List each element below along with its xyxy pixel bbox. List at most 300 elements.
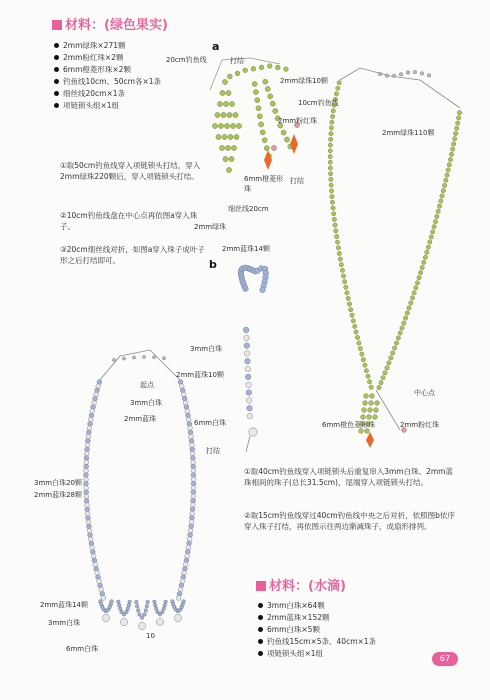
diagram-b-letter: b — [209, 258, 217, 271]
green-bead — [403, 316, 407, 320]
fishing-line — [210, 58, 280, 90]
green-bead — [447, 163, 451, 167]
green-bead — [229, 156, 234, 161]
green-bead — [396, 336, 400, 340]
blue-bead — [85, 443, 90, 448]
blue-bead — [86, 516, 91, 521]
green-bead — [364, 369, 368, 373]
blue-bead — [190, 515, 195, 520]
blue-bead — [189, 520, 194, 525]
blue-bead — [92, 558, 97, 563]
blue-bead — [84, 494, 89, 499]
green-bead — [394, 341, 398, 345]
pink-bead — [271, 145, 276, 150]
material-item: 项链锁头组×1组 — [54, 100, 161, 112]
label: 20cm钓鱼线 — [166, 56, 207, 64]
green-bead — [358, 346, 362, 350]
blue-bead — [117, 600, 121, 604]
green-bead — [243, 68, 248, 73]
section-title-drop: 材料：(水滴) — [256, 575, 346, 594]
green-bead — [223, 101, 228, 106]
chain-link — [122, 357, 125, 360]
blue-bead — [85, 447, 90, 452]
blue-bead — [84, 477, 89, 482]
blue-bead — [101, 596, 106, 601]
green-bead — [259, 65, 264, 70]
green-bead — [454, 131, 458, 135]
green-bead — [392, 346, 396, 350]
green-bead — [284, 67, 289, 72]
blue-bead — [153, 600, 157, 604]
label: 2mm蓝珠 — [124, 415, 157, 423]
blue-bead — [128, 600, 132, 604]
green-bead — [334, 234, 338, 238]
material-item: 2mm绿珠×271颗 — [54, 40, 161, 52]
blue-bead — [84, 451, 89, 456]
green-bead — [330, 200, 334, 204]
green-bead — [263, 79, 268, 84]
blue-bead — [162, 607, 166, 611]
blue-bead — [84, 490, 89, 495]
chain-link — [420, 72, 424, 76]
blue-bead — [184, 405, 189, 410]
blue-bead — [185, 554, 190, 559]
label: 10cm钓鱼线 — [298, 99, 339, 107]
green-bead — [218, 123, 223, 128]
blue-bead — [244, 343, 250, 349]
blue-bead — [88, 417, 93, 422]
green-bead — [329, 126, 333, 130]
green-bead — [222, 134, 227, 139]
green-bead — [341, 274, 345, 278]
blue-bead — [88, 422, 93, 427]
green-bead — [225, 145, 230, 150]
green-bead — [260, 130, 265, 135]
label: 10 — [146, 632, 155, 640]
blue-bead — [183, 400, 188, 405]
blue-bead — [85, 511, 90, 516]
blue-bead — [189, 443, 194, 448]
green-bead — [361, 357, 365, 361]
blue-bead — [185, 409, 190, 414]
blue-bead — [187, 541, 192, 546]
green-bead — [422, 260, 426, 264]
blue-bead — [91, 405, 96, 410]
blue-bead — [95, 571, 100, 576]
title-square-icon — [256, 581, 266, 591]
green-bead — [367, 415, 372, 420]
green-bead — [257, 114, 262, 119]
blue-bead — [188, 426, 193, 431]
green-bead — [330, 114, 334, 118]
blue-bead — [143, 613, 147, 617]
blue-bead — [84, 460, 89, 465]
green-bead — [328, 137, 332, 141]
green-bead — [227, 74, 232, 79]
green-bead — [355, 335, 359, 339]
material-item: 钓鱼线10cm、50cm各×1条 — [54, 76, 161, 88]
green-bead — [457, 110, 461, 114]
label: 2mm蓝珠28颗 — [34, 491, 82, 499]
green-bead — [329, 189, 333, 193]
green-bead — [453, 137, 457, 141]
chain-link — [392, 74, 396, 78]
green-bead — [328, 172, 332, 176]
blue-bead — [247, 413, 253, 419]
green-bead — [258, 122, 263, 127]
blue-bead — [135, 600, 139, 604]
step-2-drop: ②取15cm钓鱼线穿过40cm钓鱼线中央之后对折，依照图b依序穿入珠子打结，再依图示往两边渐减珠子，成扇形排列。 — [244, 511, 455, 531]
green-bead — [339, 263, 343, 267]
blue-bead — [188, 430, 193, 435]
label: 6mm橙色菱形珠 — [322, 421, 376, 429]
green-bead — [328, 160, 332, 164]
blue-bead — [244, 335, 250, 341]
green-bead — [361, 415, 366, 420]
label: 3mm白珠20颗 — [34, 479, 82, 487]
green-bead — [444, 178, 448, 182]
green-bead — [445, 173, 449, 177]
blue-bead — [161, 610, 165, 614]
label: 6mm橙菱形珠 — [244, 175, 284, 193]
green-bead — [224, 123, 229, 128]
green-bead — [430, 230, 434, 234]
blue-bead — [153, 603, 157, 607]
page-number: 67 — [432, 652, 458, 666]
green-bead — [389, 356, 393, 360]
chain-link — [162, 357, 165, 360]
green-bead — [456, 116, 460, 120]
green-bead — [440, 194, 444, 198]
green-bead — [373, 415, 378, 420]
blue-bead — [245, 358, 251, 364]
green-bead — [374, 408, 379, 413]
green-bead — [344, 285, 348, 289]
blue-bead — [84, 481, 89, 486]
green-bead — [253, 89, 258, 94]
blue-bead — [247, 405, 253, 411]
green-bead — [354, 330, 358, 334]
chain-link — [385, 74, 389, 78]
label: 2mm绿珠10颗 — [280, 77, 328, 85]
blue-bead — [94, 566, 99, 571]
green-bead — [330, 120, 334, 124]
white-bead-6mm — [156, 618, 163, 625]
green-bead — [449, 152, 453, 156]
green-bead — [275, 65, 280, 70]
material-item: 2mm蓝珠×152颗 — [258, 612, 376, 624]
chain-link — [152, 356, 155, 359]
material-item: 6mm白珠×5颗 — [258, 624, 376, 636]
green-bead — [329, 177, 333, 181]
green-bead — [414, 286, 418, 290]
chain-link — [406, 71, 410, 75]
blue-bead — [93, 396, 98, 401]
green-bead — [353, 324, 357, 328]
green-bead — [391, 351, 395, 355]
chain-link — [399, 72, 403, 76]
step-3-green: ③20cm细丝线对折，如图a穿入珠子成叶子形之后打结即可。 — [60, 245, 205, 265]
blue-bead — [183, 562, 188, 567]
green-bead — [426, 245, 430, 249]
blue-bead — [191, 460, 196, 465]
green-bead — [418, 270, 422, 274]
blue-bead — [86, 434, 91, 439]
blue-bead — [86, 430, 91, 435]
green-bead — [417, 276, 421, 280]
white-bead-6mm — [102, 614, 109, 621]
green-bead — [228, 134, 233, 139]
green-bead — [351, 319, 355, 323]
green-bead — [216, 134, 221, 139]
green-bead — [328, 154, 332, 158]
blue-bead — [163, 603, 167, 607]
label: 3mm白珠 — [48, 619, 81, 627]
green-bead — [432, 225, 436, 229]
green-bead — [448, 157, 452, 161]
green-bead — [251, 66, 256, 71]
green-bead — [215, 112, 220, 117]
white-bead-6mm — [174, 614, 181, 621]
blue-bead — [190, 511, 195, 516]
label: 2mm粉红珠 — [400, 421, 440, 429]
green-bead — [227, 112, 232, 117]
green-bead — [265, 86, 270, 91]
green-bead — [366, 374, 370, 378]
green-bead — [410, 296, 414, 300]
blue-bead — [243, 327, 249, 333]
green-bead — [331, 212, 335, 216]
green-bead — [329, 131, 333, 135]
material-item: 项链锁头组×1组 — [258, 648, 376, 660]
green-bead — [256, 106, 261, 111]
green-bead — [363, 363, 367, 367]
blue-bead — [110, 600, 114, 604]
white-bead-6mm — [249, 428, 257, 436]
blue-bead — [88, 537, 93, 542]
green-bead — [441, 188, 445, 192]
blue-bead — [190, 456, 195, 461]
blue-bead — [189, 439, 194, 444]
green-bead — [451, 142, 455, 146]
material-item: 钓鱼线15cm×5条、40cm×1条 — [258, 636, 376, 648]
blue-bead — [140, 616, 144, 620]
blue-bead — [87, 528, 92, 533]
green-bead — [281, 130, 286, 135]
blue-bead — [179, 583, 184, 588]
label: 2mm蓝珠14颗 — [40, 601, 88, 609]
green-bead — [335, 240, 339, 244]
green-bead — [412, 291, 416, 295]
blue-bead — [93, 562, 98, 567]
blue-bead — [92, 400, 97, 405]
green-bead — [347, 302, 351, 306]
white-bead-6mm — [120, 618, 127, 625]
necklace-chain — [100, 350, 180, 380]
green-bead — [370, 394, 375, 399]
blue-bead — [89, 413, 94, 418]
label: 中心点 — [414, 389, 435, 397]
green-bead — [222, 79, 227, 84]
chain-link — [413, 70, 417, 74]
blue-bead — [84, 468, 89, 473]
green-bead — [217, 101, 222, 106]
blue-bead — [136, 609, 140, 613]
green-bead — [433, 219, 437, 223]
chain-link — [132, 356, 135, 359]
label: 2mm蓝珠10颗 — [176, 371, 224, 379]
green-bead — [328, 143, 332, 147]
green-bead — [252, 81, 257, 86]
material-item: 2mm粉红珠×2颗 — [54, 52, 161, 64]
blue-bead — [183, 566, 188, 571]
green-bead — [346, 296, 350, 300]
green-bead — [338, 257, 342, 261]
orange-diamond-bead — [290, 134, 298, 154]
green-bead — [336, 86, 340, 90]
step-1-green: ①取50cm钓鱼线穿入项链锁头打结，穿入2mm绿珠220颗后，穿入项链锁头打结。 — [60, 161, 201, 181]
green-bead — [407, 306, 411, 310]
green-bead — [229, 101, 234, 106]
chain-link — [112, 358, 115, 361]
blue-bead — [145, 604, 149, 608]
green-bead — [329, 183, 333, 187]
blue-bead — [191, 464, 196, 469]
label: 2mm粉红珠 — [278, 117, 318, 125]
blue-bead — [84, 473, 89, 478]
blue-bead — [190, 507, 195, 512]
blue-bead — [182, 570, 187, 575]
blue-bead — [180, 579, 185, 584]
green-bead — [402, 321, 406, 325]
green-bead — [333, 223, 337, 227]
blue-bead — [246, 398, 252, 404]
orange-diamond-bead — [264, 150, 272, 170]
blue-bead — [189, 524, 194, 529]
blue-bead — [191, 494, 196, 499]
blue-bead — [190, 451, 195, 456]
green-bead — [400, 326, 404, 330]
blue-bead — [85, 439, 90, 444]
blue-bead — [188, 528, 193, 533]
green-bead — [435, 214, 439, 218]
green-bead — [219, 145, 224, 150]
blue-bead — [186, 545, 191, 550]
green-bead — [420, 265, 424, 269]
label: 打结 — [206, 447, 220, 455]
blue-bead — [138, 613, 142, 617]
blue-bead — [154, 607, 158, 611]
green-bead — [328, 166, 332, 170]
blue-bead — [246, 382, 252, 388]
white-bead-6mm — [138, 622, 145, 629]
blue-bead — [191, 498, 196, 503]
blue-bead — [244, 351, 250, 357]
green-bead — [223, 156, 228, 161]
green-bead — [425, 250, 429, 254]
blue-bead — [84, 498, 89, 503]
green-bead — [405, 311, 409, 315]
green-bead — [221, 112, 226, 117]
green-bead — [349, 307, 353, 311]
blue-bead — [245, 366, 251, 372]
green-bead — [226, 90, 231, 95]
blue-bead — [191, 490, 196, 495]
blue-bead — [85, 507, 90, 512]
green-bead — [331, 206, 335, 210]
green-bead — [409, 301, 413, 305]
green-bead — [362, 408, 367, 413]
blue-bead — [187, 537, 192, 542]
blue-bead — [190, 447, 195, 452]
materials-list-green — [54, 40, 161, 112]
green-bead — [334, 92, 338, 96]
blue-bead — [90, 550, 95, 555]
step-2-green: ②10cm钓鱼线盘在中心点再依图a穿入珠子。 — [60, 211, 198, 231]
green-bead — [439, 199, 443, 203]
green-bead — [284, 137, 289, 142]
blue-bead — [189, 434, 194, 439]
green-bead — [398, 331, 402, 335]
diagram-a-letter: a — [212, 40, 220, 53]
green-bead — [331, 109, 335, 113]
blue-bead — [91, 554, 96, 559]
green-bead — [337, 81, 341, 85]
green-bead — [334, 229, 338, 233]
chain-link — [427, 74, 431, 78]
fishing-line — [246, 436, 250, 452]
step-1-drop: ①取40cm钓鱼线穿入项链锁头后重复串入3mm白珠、2mm蓝珠相间的珠子(总长31.5cm)，尾端穿入项链锁头打结。 — [244, 467, 453, 487]
green-bead — [255, 98, 260, 103]
blue-bead — [126, 607, 130, 611]
green-bead — [350, 313, 354, 317]
green-bead — [336, 246, 340, 250]
blue-bead — [187, 422, 192, 427]
green-bead — [381, 375, 385, 379]
green-bead — [442, 183, 446, 187]
blue-bead — [87, 524, 92, 529]
green-bead — [446, 168, 450, 172]
green-bead — [455, 126, 459, 130]
green-bead — [383, 371, 387, 375]
green-bead — [212, 123, 217, 128]
green-bead — [415, 281, 419, 285]
label: 3mm白珠 — [130, 399, 163, 407]
blue-bead — [117, 603, 121, 607]
orange-diamond-bead — [366, 432, 374, 448]
green-bead — [360, 352, 364, 356]
blue-bead — [186, 413, 191, 418]
green-bead — [357, 341, 361, 345]
green-bead — [345, 291, 349, 295]
green-bead — [369, 385, 373, 389]
green-bead — [436, 209, 440, 213]
green-bead — [342, 279, 346, 283]
blue-bead — [87, 426, 92, 431]
green-bead — [429, 235, 433, 239]
blue-bead — [164, 600, 168, 604]
blue-bead — [186, 417, 191, 422]
material-item: 细丝线20cm×1条 — [54, 88, 161, 100]
green-bead — [450, 147, 454, 151]
green-bead — [234, 134, 239, 139]
blue-bead — [184, 558, 189, 563]
green-bead — [264, 146, 269, 151]
blue-bead — [125, 610, 129, 614]
green-bead — [455, 121, 459, 125]
green-bead — [437, 204, 441, 208]
green-bead — [368, 408, 373, 413]
